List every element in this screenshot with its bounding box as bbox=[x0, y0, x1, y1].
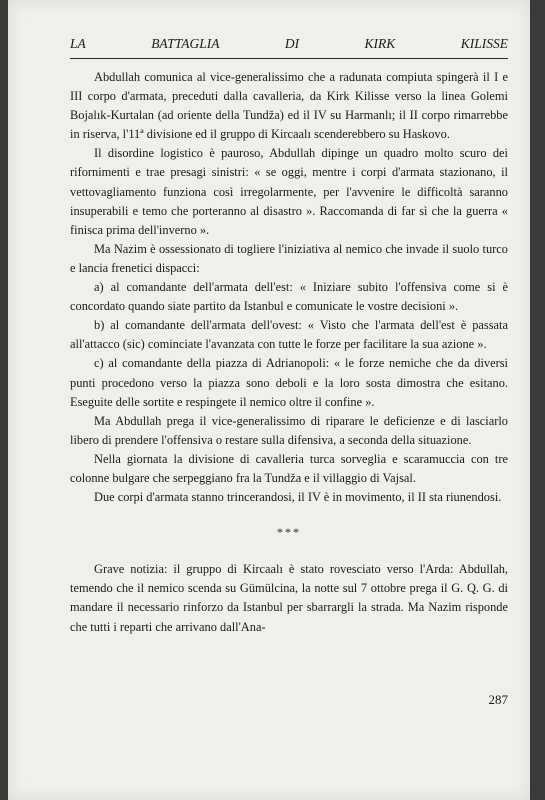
header-word: KILISSE bbox=[460, 36, 508, 51]
paragraph: Il disordine logistico è pauroso, Abdullah dipinge un quadro molto scuro dei rifornimenti e trae presagi sinistri: « se oggi, mentre i corpi d'armata stazionano, il vettovagliamento funziona così irregolarmente, per l'avvenire le difficoltà saranno insuperabili e temo che porteranno al disastro ». Raccomanda di far sì che la guerra « finisca prima dell'inverno ». bbox=[70, 146, 508, 237]
header-word: DI bbox=[284, 36, 300, 51]
running-header bbox=[70, 36, 508, 52]
paragraph: b) al comandante dell'armata dell'ovest: « Visto che l'armata dell'est è passata all'attacco (sic) cominciate l'avanzata con tutte le forze per facilitare la sua azione ». bbox=[70, 318, 508, 352]
paragraph: Ma Nazim è ossessionato di togliere l'iniziativa al nemico che invade il suolo turco e lancia frenetici dispacci: bbox=[70, 241, 508, 275]
paragraph: a) al comandante dell'armata dell'est: « Iniziare subito l'offensiva come si è concordato quando siate partito da Istanbul e comunicate le vostre decisioni ». bbox=[70, 280, 508, 314]
header-word: LA bbox=[70, 36, 86, 51]
header-rule bbox=[70, 58, 508, 59]
paragraph: Abdullah comunica al vice-generalissimo che a radunata compiuta spingerà il I e III corpo d'armata, preceduti dalla cavalleria, da Kirk Kilisse verso la linea Golemi Bojalık-Kurtalan (ad oriente della Tundža) ed il IV su Harmanlı; il II corpo rimarrebbe in riserva, l'11ª divisione ed il gruppo di Kircaalı scenderebbero su Haskovo. bbox=[70, 70, 508, 142]
page-body bbox=[70, 68, 508, 637]
paragraph: Grave notizia: il gruppo di Kircaalı è stato rovesciato verso l'Arda: Abdullah, temendo che il nemico scenda su Gümülcina, la notte sul 7 ottobre prega il G. Q. G. di mandare il necessario rinforzo da Istanbul per sbarrargli la strada. Ma Nazim risponde che tutti i reparti che arrivano dall'Ana- bbox=[70, 562, 508, 634]
paragraph: Nella giornata la divisione di cavalleria turca sorveglia e scaramuccia con tre colonne bulgare che serpeggiano fra la Tundža e il villaggio di Vajsal. bbox=[70, 451, 508, 485]
paragraph: Ma Abdullah prega il vice-generalissimo di riparare le deficienze e di lasciarlo libero di prendere l'offensiva o restare sulla difensiva, a seconda della situazione. bbox=[70, 413, 508, 447]
section-separator: *** bbox=[277, 525, 301, 540]
header-word: BATTAGLIA bbox=[151, 36, 220, 51]
book-page bbox=[8, 0, 530, 800]
paragraph: c) al comandante della piazza di Adrianopoli: « le forze nemiche che da diversi punti procedono verso la piazza sono deboli e la loro sosta dimostra che esitano. Eseguite delle sortite e respingete il nemico oltre il confine ». bbox=[70, 356, 508, 409]
paragraph: Due corpi d'armata stanno trincerandosi, il IV è in movimento, il II sta riunendosi. bbox=[94, 490, 502, 505]
header-word: KIRK bbox=[364, 36, 396, 51]
page-number: 287 bbox=[488, 692, 508, 707]
